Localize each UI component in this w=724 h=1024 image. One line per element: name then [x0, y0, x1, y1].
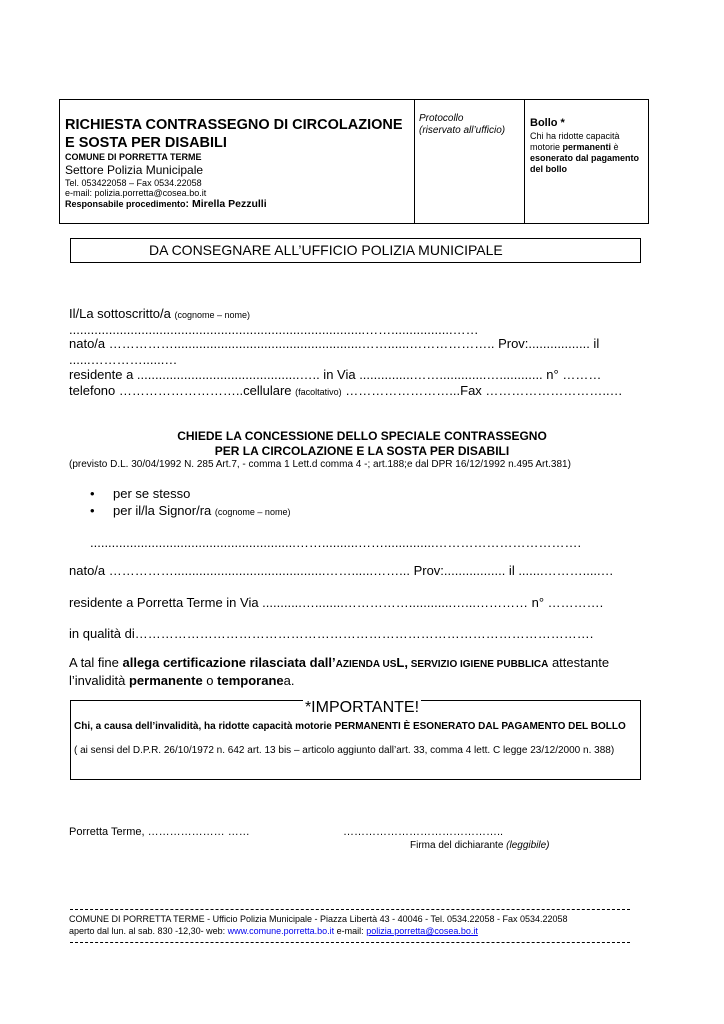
protocollo-box — [419, 113, 505, 137]
applicant-birth-field[interactable]: nato/a ……………....................................................……......……………….. Prov:................. il — [69, 336, 600, 351]
footer-address: COMUNE DI PORRETTA TERME - Ufficio Polizia Municipale - Piazza Libertà 43 - 40046 - Tel. 0534.22058 - Fax 0534.22058 — [69, 914, 568, 924]
applicant-phone-field[interactable]: telefono ………………………..cellulare (facoltativo) ……………………...Fax ………………………..… — [69, 383, 623, 398]
option-self[interactable]: • per se stesso — [90, 486, 191, 501]
responsabile — [65, 199, 267, 210]
settore: Settore Polizia Municipale — [65, 163, 204, 177]
bollo-title: Bollo * — [530, 117, 565, 129]
protocollo-title: Protocollo — [419, 113, 464, 124]
responsabile-label: Responsabile procedimento — [65, 199, 186, 209]
place-date-field[interactable]: Porretta Terme, ………………… …… — [69, 826, 250, 838]
footer-divider — [70, 909, 630, 910]
footer-contacts: aperto dal lun. al sab. 830 -12,30- web: www.comune.porretta.bo.it e-mail: polizia.porretta@cosea.bo.it — [69, 926, 478, 936]
bollo-box — [530, 117, 644, 175]
law-reference: (previsto D.L. 30/04/1992 N. 285 Art.7, - comma 1 Lett.d comma 4 -; art.188;e dal DPR 16/12/1992 n.495 Art.381) — [69, 459, 571, 470]
applicant-residence-field[interactable]: residente a .............................................….. in Via ...............…….............…............ n° ……… — [69, 367, 602, 382]
applicant-intro: Il/La sottoscritto/a (cognome – nome) — [69, 306, 251, 321]
bollo-note: Chi ha ridotte capacità motorie permanenti è esonerato dal pagamento del bollo — [530, 131, 640, 174]
beneficiary-residence-field[interactable]: residente a Porretta Terme in Via ...........…........……………............…...………… n° …………. — [69, 595, 604, 610]
applicant-date-field[interactable]: ......…………......… — [69, 352, 178, 367]
signature-label: Firma del dichiarante (leggibile) — [410, 840, 550, 851]
protocollo-note: (riservato all’ufficio) — [419, 125, 506, 136]
signature-field[interactable]: …………………………………….. — [343, 826, 504, 838]
request-heading: CHIEDE LA CONCESSIONE DELLO SPECIALE CONTRASSEGNO PER LA CIRCOLAZIONE E LA SOSTA PER DISABILI — [177, 429, 547, 458]
important-text: Chi, a causa dell’invalidità, ha ridotte capacità motorie PERMANENTI È ESONERATO DAL PAGAMENTO DEL BOLLO — [74, 721, 626, 732]
important-law: ( ai sensi del D.P.R. 26/10/1972 n. 642 art. 13 bis – articolo aggiunto dall’art. 33, comma 4 lett. C legge 23/12/2000 n. 388) — [74, 745, 615, 756]
bullet-icon: • — [90, 486, 95, 501]
delivery-banner: DA CONSEGNARE ALL’UFFICIO POLIZIA MUNICIPALE — [70, 238, 641, 263]
email-link[interactable]: polizia.porretta@cosea.bo.it — [366, 926, 478, 936]
option-other[interactable]: • per il/la Signor/ra (cognome – nome) — [90, 503, 291, 518]
footer-divider — [70, 942, 630, 943]
beneficiary-birth-field[interactable]: nato/a ……………..........................................……......……... Prov:................. il .......……….....… — [69, 563, 614, 578]
beneficiary-name-field[interactable]: .........................................................……..........……..............……………………………. — [90, 535, 582, 550]
web-link[interactable]: www.comune.porretta.bo.it — [227, 926, 335, 936]
beneficiary-quality-field[interactable]: in qualità di……………………………………………………………………………………………. — [69, 626, 594, 641]
applicant-name-field[interactable]: ..................................................................................…….................…… — [69, 322, 479, 337]
contact-tel: Tel. 053422058 – Fax 0534.22058 — [65, 178, 202, 188]
comune-name: COMUNE DI PORRETTA TERME — [65, 152, 202, 162]
divider — [524, 100, 525, 223]
responsabile-name: : Mirella Pezzulli — [185, 198, 267, 210]
attachment-statement: A tal fine allega certificazione rilasciata dall’AZIENDA USL, SERVIZIO IGIENE PUBBLICA attestante l’invalidità permanente o temporanea. — [69, 655, 610, 688]
form-title: RICHIESTA CONTRASSEGNO DI CIRCOLAZIONE E SOSTA PER DISABILI — [65, 117, 403, 151]
important-title: *IMPORTANTE! — [304, 699, 420, 716]
contact-email: e-mail: polizia.porretta@cosea.bo.it — [65, 188, 207, 198]
bullet-icon: • — [90, 503, 95, 518]
divider — [414, 100, 415, 223]
